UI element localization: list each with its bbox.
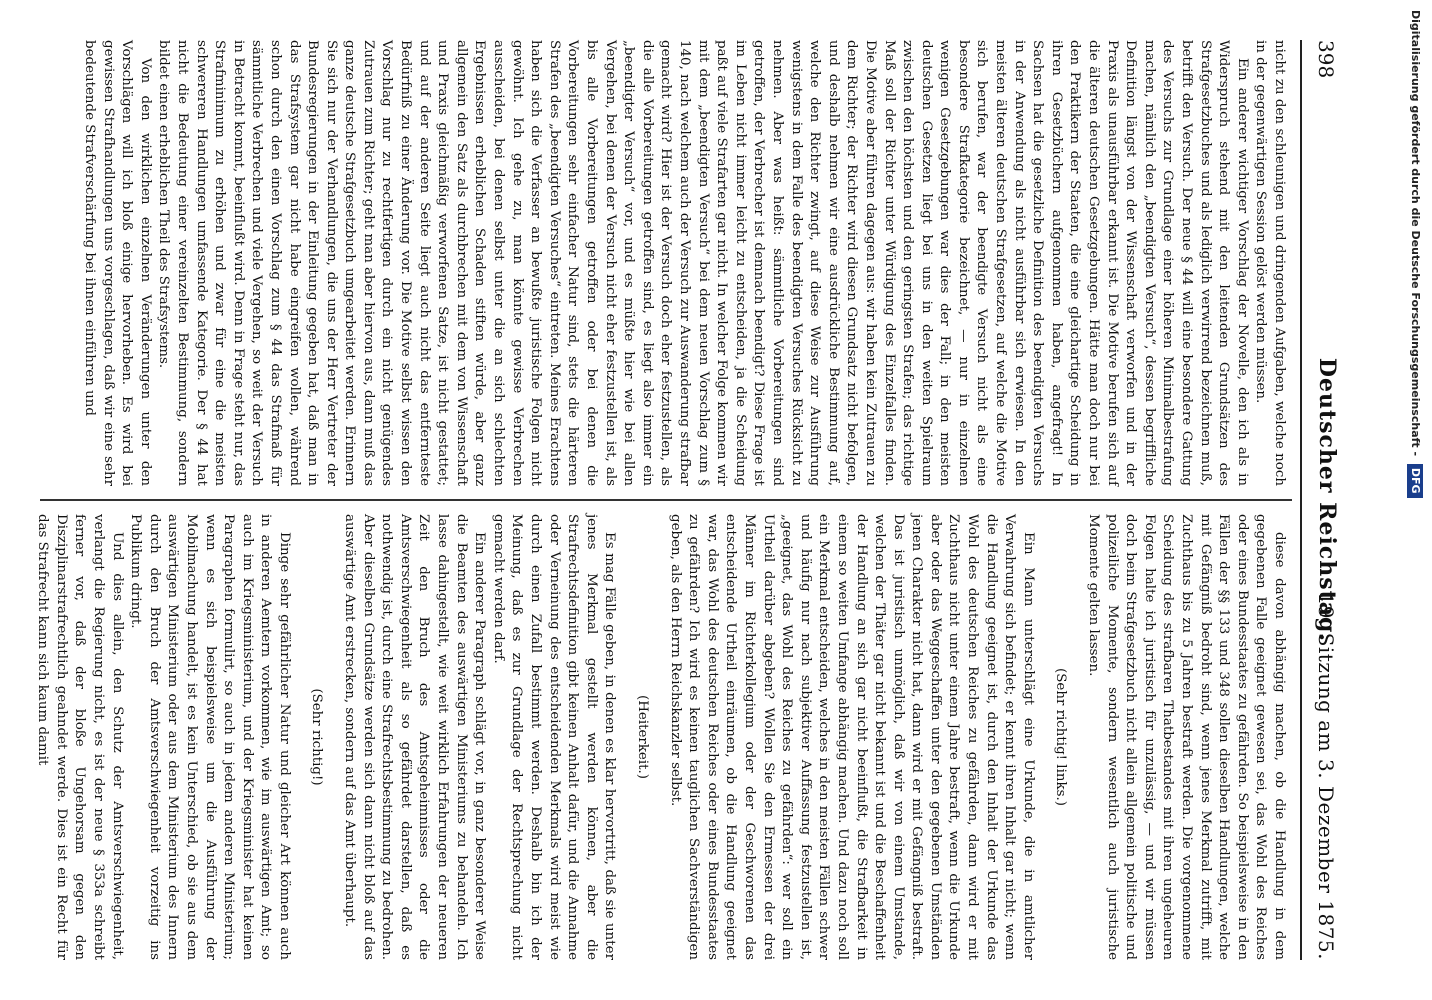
page-header — [1304, 40, 1344, 960]
paragraph: Und dies allein, den Schutz der Amtsverschwiegenheit, verlangt die Regierung nicht, es ist der neue § 353a schreibt ferner vor, daß der bloße Ungehorsam gegen den Disziplinarstrafrechtlich geahndet werde. Dies ist ein Recht für das Strafrecht kann sich kaum damit — [35, 514, 125, 960]
page-title: Deutscher Reichstag. — [1314, 357, 1340, 643]
dfg-logo: DFG — [1407, 464, 1423, 498]
interjection: (Heiterkeit.) — [635, 695, 650, 779]
header-rule — [1300, 40, 1302, 960]
paragraph: Dinge sehr gefährlicher Natur und gleicher Art können auch in anderen Aemtern vorkommen, wie im auswärtigen Amt; so auch im Kriegsministerium, und der Kriegsminister hat keinen Paragraphen formulirt, so auch in jedem anderen Ministerium; wenn es sich beispielsweise um die Ausführung der Mobilmachung handelt, ist es kein Unterschied, ob sie aus dem auswärtigen Ministerium oder aus dem Ministerium des Innern durch den Bruch der Amtsverschwiegenheit vorzeitig ins Publikum dringt. — [128, 514, 292, 960]
digitization-credit — [1404, 10, 1426, 990]
column-divider — [40, 499, 1292, 501]
paragraph: Es mag Fälle geben, in denen es klar hervortritt, daß sie unter jenes Merkmal gestellt werden können, aber die Strafrechtsdefinition gibt keinen Anhalt dafür, und die Annahme oder Verneinung des entscheidenden Merkmals wird meist wie durch einen Zufall bestimmt werden. Deshalb bin ich der Meinung, daß es zur Grundlage der Rechtsprechung nicht gemacht werden darf. — [490, 514, 618, 960]
page-number: 398 — [1314, 40, 1338, 79]
credit-text: Digitalisierung gefördert durch die Deutsche Forschungsgemeinschaft - — [1409, 10, 1422, 457]
paragraph: Ein anderer Paragraph schlägt vor, in ganz besonderer Weise die Beamten des auswärtigen Ministeriums zu behandeln. Ich lasse dahingestellt, wie weit wirklich Erfahrungen der neueren Zeit den Bruch des Amtsgeheimnisses oder die Amtsverschwiegenheit als so gefährdet darstellen, daß es nothwendig ist, durch eine Strafrechtsbestimmung zu bedrohen. Aber dieselben Grundsätze werden sich dann nicht bloß auf das auswärtige Amt erstrecken, sondern auf das Amt überhaupt. — [342, 514, 488, 960]
right-column — [35, 514, 1288, 960]
paragraph: Ein anderer wichtiger Vorschlag der Novelle, den ich als in Widerspruch stehend mit den leitenden Grundsätzen des Strafgesetzbuches und als lediglich verwirrend bezeichnen muß, betrifft den Versuch. Der neue § 44 will eine besondere Gattung des Versuchs zur Grundlage einer höheren Minimalbestrafung machen, nämlich den „beendigten Versuch“, dessen begriffliche Definition längst von der Wissenschaft verworfen und in der Praxis als unausführbar erkannt ist. Die Motive berufen sich auf die älteren deutschen Gesetzgebungen. Hätte man doch nur bei den Praktikern der Staaten, die eine gleichartige Scheidung in ihren Gesetzbüchern aufgenommen haben, angefragt! In Sachsen hat die gesetzliche Definition des beendigten Versuchs in der Anwendung als nicht ausführbar sich erwiesen. In den meisten älteren deutschen Strafgesetzen, auf welche die Motive sich berufen, war der beendigte Versuch nicht als eine besondere Strafkategorie bezeichnet, — nur in einzelnen wenigen Gesetzgebungen war dies der Fall; in den meisten deutschen Gesetzen liegt bei uns in den weiten Spielraum zwischen den höchsten und den geringsten Strafen; das richtige Maß soll der Richter unter Würdigung des Einzelfalles finden. Die Motive aber führen dagegen aus: wir haben kein Zutrauen zu dem Richter; der Richter wird diesen Grundsatz nicht befolgen, und deshalb nehmen wir eine ausdrückliche Bestimmung auf, welche den Richter zwingt, auf diese Weise zur Ausführung wenigstens in dem Falle des beendigten Versuches Rücksicht zu nehmen. Aber was heißt: sämmtliche Vorbereitungen sind getroffen, der Verbrecher ist demnach beendigt? Diese Frage ist im Leben nicht immer leicht zu entscheiden, ja die Scheidung paßt auf viele Strafarten gar nicht. In welcher Folge kommen wir mit dem „beendigten Versuch“ bei dem neuen Vorschlag zum § 140, nach welchem auch der Versuch zur Auswanderung strafbar gemacht wird? Hier ist der Versuch doch eher festzustellen, als die alle Vorbereitungen getroffen sind, es liegt also immer ein „beendigter Versuch“ vor, und es müßte hier wie bei allen Vergehen, bei denen der Versuch nicht eher festzustellen ist, als bis alle Vorbereitungen getroffen oder bei denen die Vorbereitungen sehr einfacher Natur sind, stets die härteren Strafen des „beendigten Versuches“ eintreten. Meines Erachtens haben sich die Verfasser an bewußte juristische Folgen nicht gewöhnt. Ich gehe zu, man könnte gewisse Verbrechen ausscheiden, bei denen selbst unter die an sich schlechten Ergebnissen erheblichen Schaden stiften würde, aber ganz allgemein den Satz als durchbrechen mit dem von Wissenschaft und Praxis gleichmäßig verworfenen Satze, ist nicht gestattet; und auf der anderen Seite liegt auch nicht das entfernteste Bedürfniß zu einer Änderung vor. Die Motive selbst wissen den Vorschlag nur zu rechtfertigen durch ein nicht genügendes Zutrauen zum Richter; geht man aber hiervon aus, dann muß das ganze deutsche Strafgesetzbuch umgearbeitet werden. Erinnern Sie sich nur der Verhandlungen, die uns der Herr Vertreter der Bundesregierungen in der Einleitung gegeben hat, daß man in das Strafsystem gar nicht habe eingreifen wollen, während schon durch den einen Vorschlag zum § 44 das Strafmaß für sämmtliche Verbrechen und viele Vergehen, so weit der Versuch in Betracht kommt, beeinflußt wird. Denn in Frage steht nur, das Strafminimum zu erhöhen und zwar für eine die meisten schwereren Handlungen umfassende Kategorie. Der § 44 hat nicht die Bedeutung einer vereinzelten Bestimmung, sondern bildet einen erheblichen Theil des Strafsystems. — [156, 40, 1250, 486]
session-date: 19. Sitzung am 3. Dezember 1875. — [1314, 592, 1338, 960]
paragraph: diese davon abhängig machen, ob die Handlung in dem gegebenen Falle geeignet gewesen sei, das Wohl des Reiches oder eines Bundesstaates zu gefährden. So beispielsweise in den Fällen der §§ 133 und 348 sollen dieselben Handlungen, welche mit Gefängniß bedroht sind, wenn jenes Merkmal zutrifft, mit Zuchthaus bis zu 5 Jahren bestraft werden. Die vorgenommene Scheidung des strafbaren Thatbestandes mit ihren ungeheuren Folgen halte ich juristisch für unzulässig, — und wir müssen doch beim Strafgesetzbuch nicht allein allgemein politische und polizeiliche Momente, sondern wesentlich auch juristische Momente gelten lassen. — [1086, 514, 1287, 960]
interjection: (Sehr richtig! links.) — [1053, 668, 1069, 806]
paragraph: Ein Mann unterschlägt eine Urkunde, die in amtlicher Verwahrung sich befindet; er kennt ihren Inhalt gar nicht; wenn die Handlung geeignet ist, durch den Inhalt der Urkunde das Wohl des deutschen Reiches zu gefährden, dann wird er mit Zuchthaus nicht unter einem Jahre bestraft, wenn die Urkunde aber oder das Weggeschaffen unter den gegebenen Umständen jenen Charakter nicht hat, dann wird er mit Gefängniß bestraft. Das ist juristisch unmöglich, daß wir von einem Umstande, welchen der Thäter gar nicht bekannt ist und die Beschaffenheit der Handlung an sich gar nicht beeinflußt, die Strafbarkeit in einem so weiten Umfange abhängig machen. Und dazu noch soll ein Merkmal entscheiden, welches in den meisten Fällen schwer und häufig nur nach subjektiver Auffassung festzustellen ist, „geeignet, das Wohl des Reiches zu gefährden“: wer soll ein Urtheil darüber abgeben? Wollen Sie den Ermessen der drei Männer im Richterkollegium oder der Geschworenen das entscheidende Urtheil einräumen, ob die Handlung geeignet war, das Wohl des deutschen Reiches oder eines Bundesstaates zu gefährden? Ich wird es keinen tauglichen Sachverständigen geben, als den Herrn Reichskanzler selbst. — [667, 514, 1036, 960]
paragraph: Von den wirklichen einzelnen Veränderungen unter den Vorschlägen will ich bloß einige hervorheben. Es wird bei gewissen Strafhandlungen uns vorgeschlagen, daß wir eine sehr bedeutende Strafverschärfung bei ihnen einführen und — [82, 40, 153, 486]
paragraph: nicht zu den schleunigen und dringenden Aufgaben, welche noch in der gegenwärtigen Session gelöst werden müssen. — [1253, 40, 1287, 486]
interjection: (Sehr richtig!) — [309, 688, 325, 786]
left-column — [40, 40, 1288, 486]
